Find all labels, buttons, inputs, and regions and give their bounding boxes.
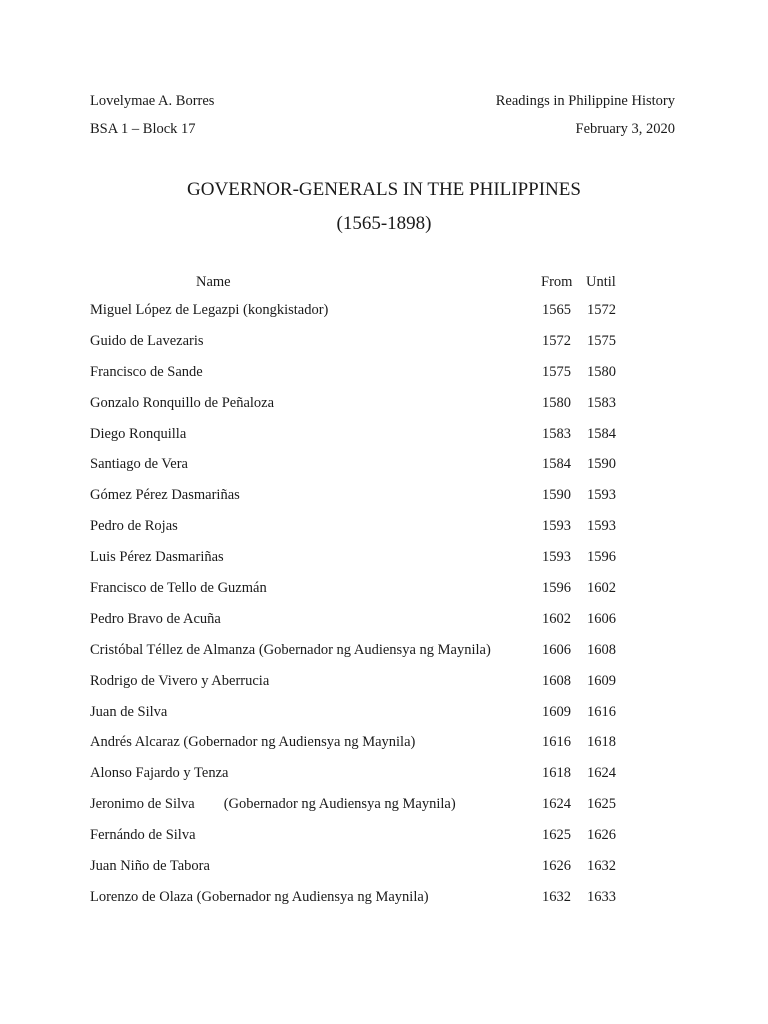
term-start-year: 1593 [542,549,571,566]
term-end-year: 1572 [587,302,616,318]
table-row [0,888,768,919]
term-end-year: 1580 [587,363,616,380]
term-end-year: 1596 [587,549,616,566]
term-start-year: 1602 [542,610,571,627]
term-start-year: 1616 [542,734,571,751]
governor-name: Juan de Silva [90,703,168,720]
term-end-year: 1593 [587,487,616,504]
term-start-year: 1632 [542,888,571,905]
table-row [0,826,768,857]
term-end-year: 1626 [587,827,616,844]
table-row [0,857,768,888]
governor-name: Gómez Pérez Dasmariñas [90,487,240,504]
table-row [0,795,768,826]
table-row [0,764,768,795]
governor-name: Andrés Alcaraz (Gobernador ng Audiensya ng Maynila) [90,734,416,751]
term-start-year: 1625 [542,827,571,844]
governor-name: Gonzalo Ronquillo de Peñaloza [90,394,275,411]
column-header-from: From [541,274,573,290]
table-row [0,548,768,579]
table-row [0,610,768,641]
governor-name: Pedro de Rojas [90,518,178,535]
term-end-year: 1616 [587,703,616,720]
term-end-year: 1625 [587,796,616,813]
table-row [0,394,768,425]
term-end-year: 1583 [587,394,616,411]
term-end-year: 1608 [587,641,616,658]
governor-name: Juan Niño de Tabora [90,858,210,875]
term-start-year: 1593 [542,518,571,535]
governor-name: Fernándo de Silva [90,827,196,844]
governor-name: Francisco de Tello de Guzmán [90,580,267,597]
governor-name: Jeronimo de Silva (Gobernador ng Audiensya ng Maynila) [90,796,456,813]
section-label: BSA 1 – Block 17 [90,121,196,137]
table-row [0,455,768,486]
term-start-year: 1618 [542,765,571,782]
term-start-year: 1584 [542,456,571,473]
table-row [0,517,768,548]
table-row [0,579,768,610]
table-row [0,332,768,363]
document-subtitle: (1565-1898) [336,213,432,234]
term-end-year: 1584 [587,425,616,442]
governor-name: Alonso Fajardo y Tenza [90,765,229,782]
term-end-year: 1602 [587,580,616,597]
table-row [0,363,768,394]
governor-name: Miguel López de Legazpi (kongkistador) [90,302,329,318]
term-start-year: 1565 [542,302,571,318]
term-end-year: 1593 [587,518,616,535]
table-row [0,703,768,734]
column-header-until: Until [586,274,616,290]
governor-name: Pedro Bravo de Acuña [90,610,221,627]
term-end-year: 1609 [587,672,616,689]
table-row [0,641,768,672]
governor-name: Santiago de Vera [90,456,188,473]
governor-name: Diego Ronquilla [90,425,187,442]
term-end-year: 1618 [587,734,616,751]
term-start-year: 1608 [542,672,571,689]
term-end-year: 1632 [587,858,616,875]
term-end-year: 1590 [587,456,616,473]
term-start-year: 1590 [542,487,571,504]
term-start-year: 1572 [542,332,571,349]
table-row [0,486,768,517]
governor-name: Guido de Lavezaris [90,332,204,349]
term-end-year: 1575 [587,332,616,349]
term-end-year: 1624 [587,765,616,782]
table-row [0,425,768,456]
term-end-year: 1633 [587,888,616,905]
governor-name: Lorenzo de Olaza (Gobernador ng Audiensya ng Maynila) [90,888,429,905]
table-row [0,672,768,703]
term-start-year: 1609 [542,703,571,720]
term-start-year: 1606 [542,641,571,658]
term-end-year: 1606 [587,610,616,627]
term-start-year: 1626 [542,858,571,875]
document-title: GOVERNOR-GENERALS IN THE PHILIPPINES [187,179,581,200]
governor-name: Rodrigo de Vivero y Aberrucia [90,672,270,689]
governor-name: Francisco de Sande [90,363,203,380]
course-name: Readings in Philippine History [495,93,675,109]
governor-name: Luis Pérez Dasmariñas [90,549,224,566]
term-start-year: 1624 [542,796,571,813]
term-start-year: 1583 [542,425,571,442]
governor-table [0,301,768,919]
governor-name: Cristóbal Téllez de Almanza (Gobernador ng Audiensya ng Maynila) [90,641,491,658]
table-row [0,301,768,332]
term-start-year: 1580 [542,394,571,411]
term-start-year: 1596 [542,580,571,597]
term-start-year: 1575 [542,363,571,380]
document-date: February 3, 2020 [575,121,675,137]
table-row [0,733,768,764]
author-name: Lovelymae A. Borres [90,93,215,109]
column-header-name: Name [196,274,231,290]
